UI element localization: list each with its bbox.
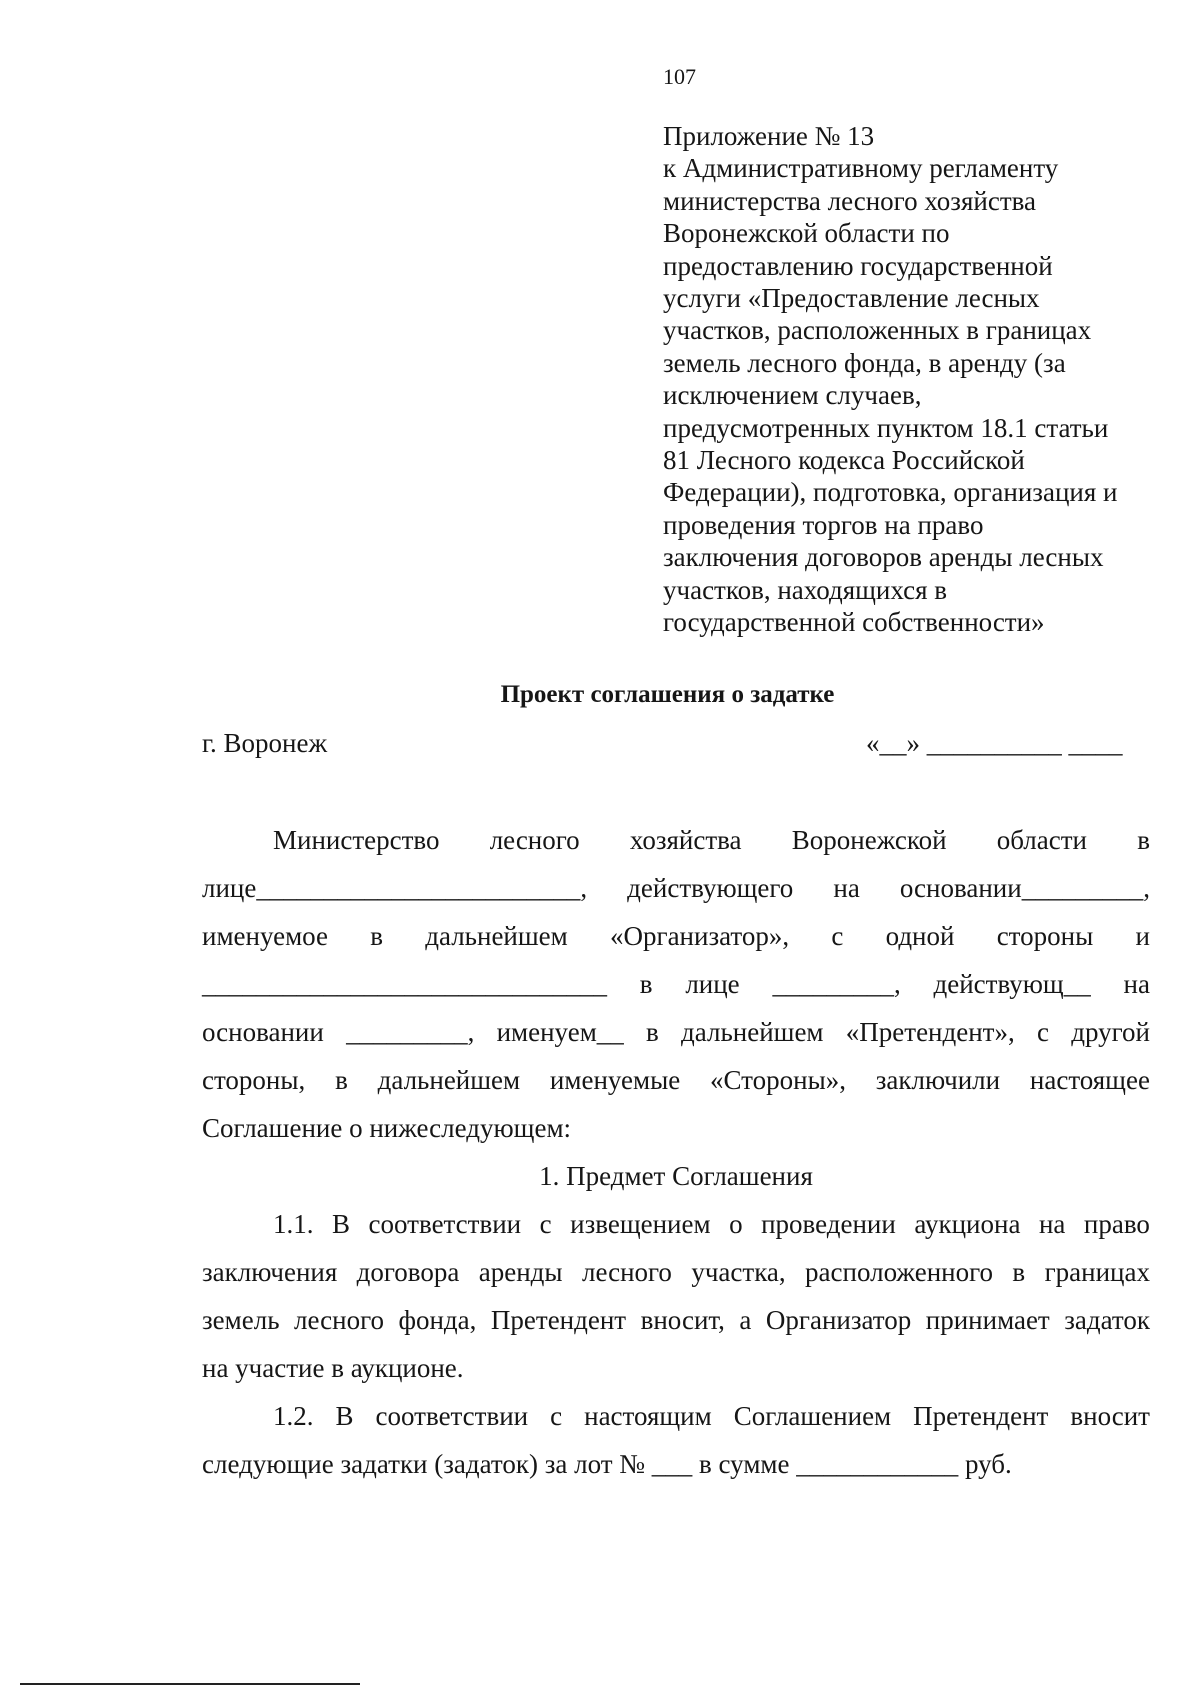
word: вносит xyxy=(1070,1401,1150,1431)
word: в xyxy=(370,921,383,951)
word: 1.1. xyxy=(273,1209,314,1239)
word: на xyxy=(1038,1209,1066,1239)
city-name: г. Воронеж xyxy=(202,728,328,758)
intro-line-5 xyxy=(202,1008,1150,1056)
word: настоящим xyxy=(584,1401,712,1431)
intro-line-3 xyxy=(202,912,1150,960)
word: Претендент xyxy=(490,1305,627,1335)
word: в xyxy=(639,969,653,999)
word: участка, xyxy=(691,1257,786,1287)
appendix-line: к Административному регламенту xyxy=(663,153,1059,184)
word: В xyxy=(335,1401,354,1431)
word: _________, xyxy=(772,969,901,999)
word: проведении xyxy=(761,1209,896,1239)
appendix-line: государственной собственности» xyxy=(663,607,1045,638)
document-title: Проект соглашения о задатке xyxy=(500,681,835,708)
word: с xyxy=(1036,1017,1049,1047)
section-heading: 1. Предмет Соглашения xyxy=(539,1161,813,1191)
word: дальнейшем xyxy=(377,1065,521,1095)
clause-1-1-line-4: на участие в аукционе. xyxy=(202,1353,464,1383)
word: именуемое xyxy=(202,921,328,951)
appendix-header xyxy=(663,120,1183,639)
appendix-line: Федерации), подготовка, организация и xyxy=(663,477,1118,508)
word: 1.2. xyxy=(273,1401,314,1431)
word: с xyxy=(539,1209,552,1239)
intro-paragraph xyxy=(202,816,1150,1488)
appendix-line: Воронежской области по xyxy=(663,218,950,249)
word: соответствии xyxy=(375,1401,529,1431)
word: лесного xyxy=(294,1305,384,1335)
word: Претендент xyxy=(913,1401,1049,1431)
intro-line-2 xyxy=(202,864,1150,912)
word: расположенного xyxy=(805,1257,993,1287)
word: вносит, xyxy=(640,1305,725,1335)
word: Воронежской xyxy=(791,825,947,855)
word: о xyxy=(729,1209,743,1239)
word: дальнейшем xyxy=(425,921,568,951)
word: Организатор xyxy=(765,1305,912,1335)
word: соответствии xyxy=(368,1209,522,1239)
word: «Претендент», xyxy=(845,1017,1015,1047)
word: лице xyxy=(685,969,740,999)
word: аукциона xyxy=(914,1209,1021,1239)
intro-line-4 xyxy=(202,960,1150,1008)
word: действующ__ xyxy=(933,969,1091,999)
word: в xyxy=(646,1017,659,1047)
intro-line-6 xyxy=(202,1056,1150,1104)
word: границах xyxy=(1044,1257,1150,1287)
word: право xyxy=(1083,1209,1150,1239)
word: Министерство xyxy=(273,825,440,855)
clause-1-1-line-2 xyxy=(202,1248,1150,1296)
word: именуемые xyxy=(549,1065,681,1095)
word: основании xyxy=(202,1017,324,1047)
word: на xyxy=(833,873,860,903)
appendix-line: предоставлению государственной xyxy=(663,250,1053,281)
date-field: «__» __________ ____ xyxy=(866,728,1123,758)
word: в xyxy=(335,1065,348,1095)
word: хозяйства xyxy=(629,825,742,855)
word: _________, xyxy=(346,1017,475,1047)
word: земель xyxy=(202,1305,280,1335)
word: дальнейшем xyxy=(681,1017,824,1047)
intro-line-1 xyxy=(202,816,1150,864)
page-number: 107 xyxy=(663,64,696,89)
word: Соглашением xyxy=(733,1401,892,1431)
word: а xyxy=(739,1305,752,1335)
word: в xyxy=(1012,1257,1026,1287)
appendix-line: участков, находящихся в xyxy=(663,574,947,605)
word: заключили xyxy=(875,1065,1001,1095)
word: В xyxy=(332,1209,351,1239)
word: принимает xyxy=(925,1305,1050,1335)
appendix-line: 81 Лесного кодекса Российской xyxy=(663,445,1025,476)
footer-rule xyxy=(20,1683,360,1685)
appendix-line: участков, расположенных в границах xyxy=(663,315,1092,346)
word: основании_________, xyxy=(899,873,1150,903)
word: другой xyxy=(1071,1017,1150,1047)
clause-1-2-line-1 xyxy=(202,1392,1150,1440)
appendix-line: министерства лесного хозяйства xyxy=(663,185,1036,216)
word: стороны, xyxy=(202,1065,306,1095)
clause-1-1-line-1 xyxy=(202,1200,1150,1248)
word: заключения xyxy=(202,1257,338,1287)
clause-1-1-line-3 xyxy=(202,1296,1150,1344)
word: и xyxy=(1135,921,1150,951)
appendix-line: услуги «Предоставление лесных xyxy=(663,283,1040,314)
intro-line-7: Соглашение о нижеследующем: xyxy=(202,1113,572,1143)
word: аренды xyxy=(478,1257,563,1287)
appendix-line: заключения договоров аренды лесных xyxy=(663,542,1104,573)
word: области xyxy=(996,825,1087,855)
word: извещением xyxy=(570,1209,711,1239)
word: фонда, xyxy=(398,1305,477,1335)
word: в xyxy=(1137,825,1150,855)
word: задаток xyxy=(1064,1305,1150,1335)
word: одной xyxy=(885,921,955,951)
appendix-line: предусмотренных пунктом 18.1 статьи xyxy=(663,412,1109,443)
word: с xyxy=(831,921,844,951)
word: настоящее xyxy=(1029,1065,1150,1095)
clause-1-2-line-2: следующие задатки (задаток) за лот № ___ в сумме ____________ руб. xyxy=(202,1449,1012,1479)
word: договора xyxy=(356,1257,460,1287)
appendix-line: Приложение № 13 xyxy=(663,121,875,151)
appendix-line: проведения торгов на право xyxy=(663,509,984,540)
word: лесного xyxy=(581,1257,672,1287)
appendix-line: исключением случаев, xyxy=(663,380,922,411)
word: именуем__ xyxy=(496,1017,624,1047)
word: с xyxy=(550,1401,563,1431)
word: «Организатор», xyxy=(610,921,790,951)
word: «Стороны», xyxy=(710,1065,846,1095)
word: действующего xyxy=(627,873,794,903)
appendix-line: земель лесного фонда, в аренду (за xyxy=(663,347,1066,378)
word: ______________________________ xyxy=(202,969,607,999)
word: стороны xyxy=(996,921,1094,951)
word: на xyxy=(1123,969,1150,999)
word: лесного xyxy=(489,825,580,855)
word: лице________________________, xyxy=(202,873,588,903)
